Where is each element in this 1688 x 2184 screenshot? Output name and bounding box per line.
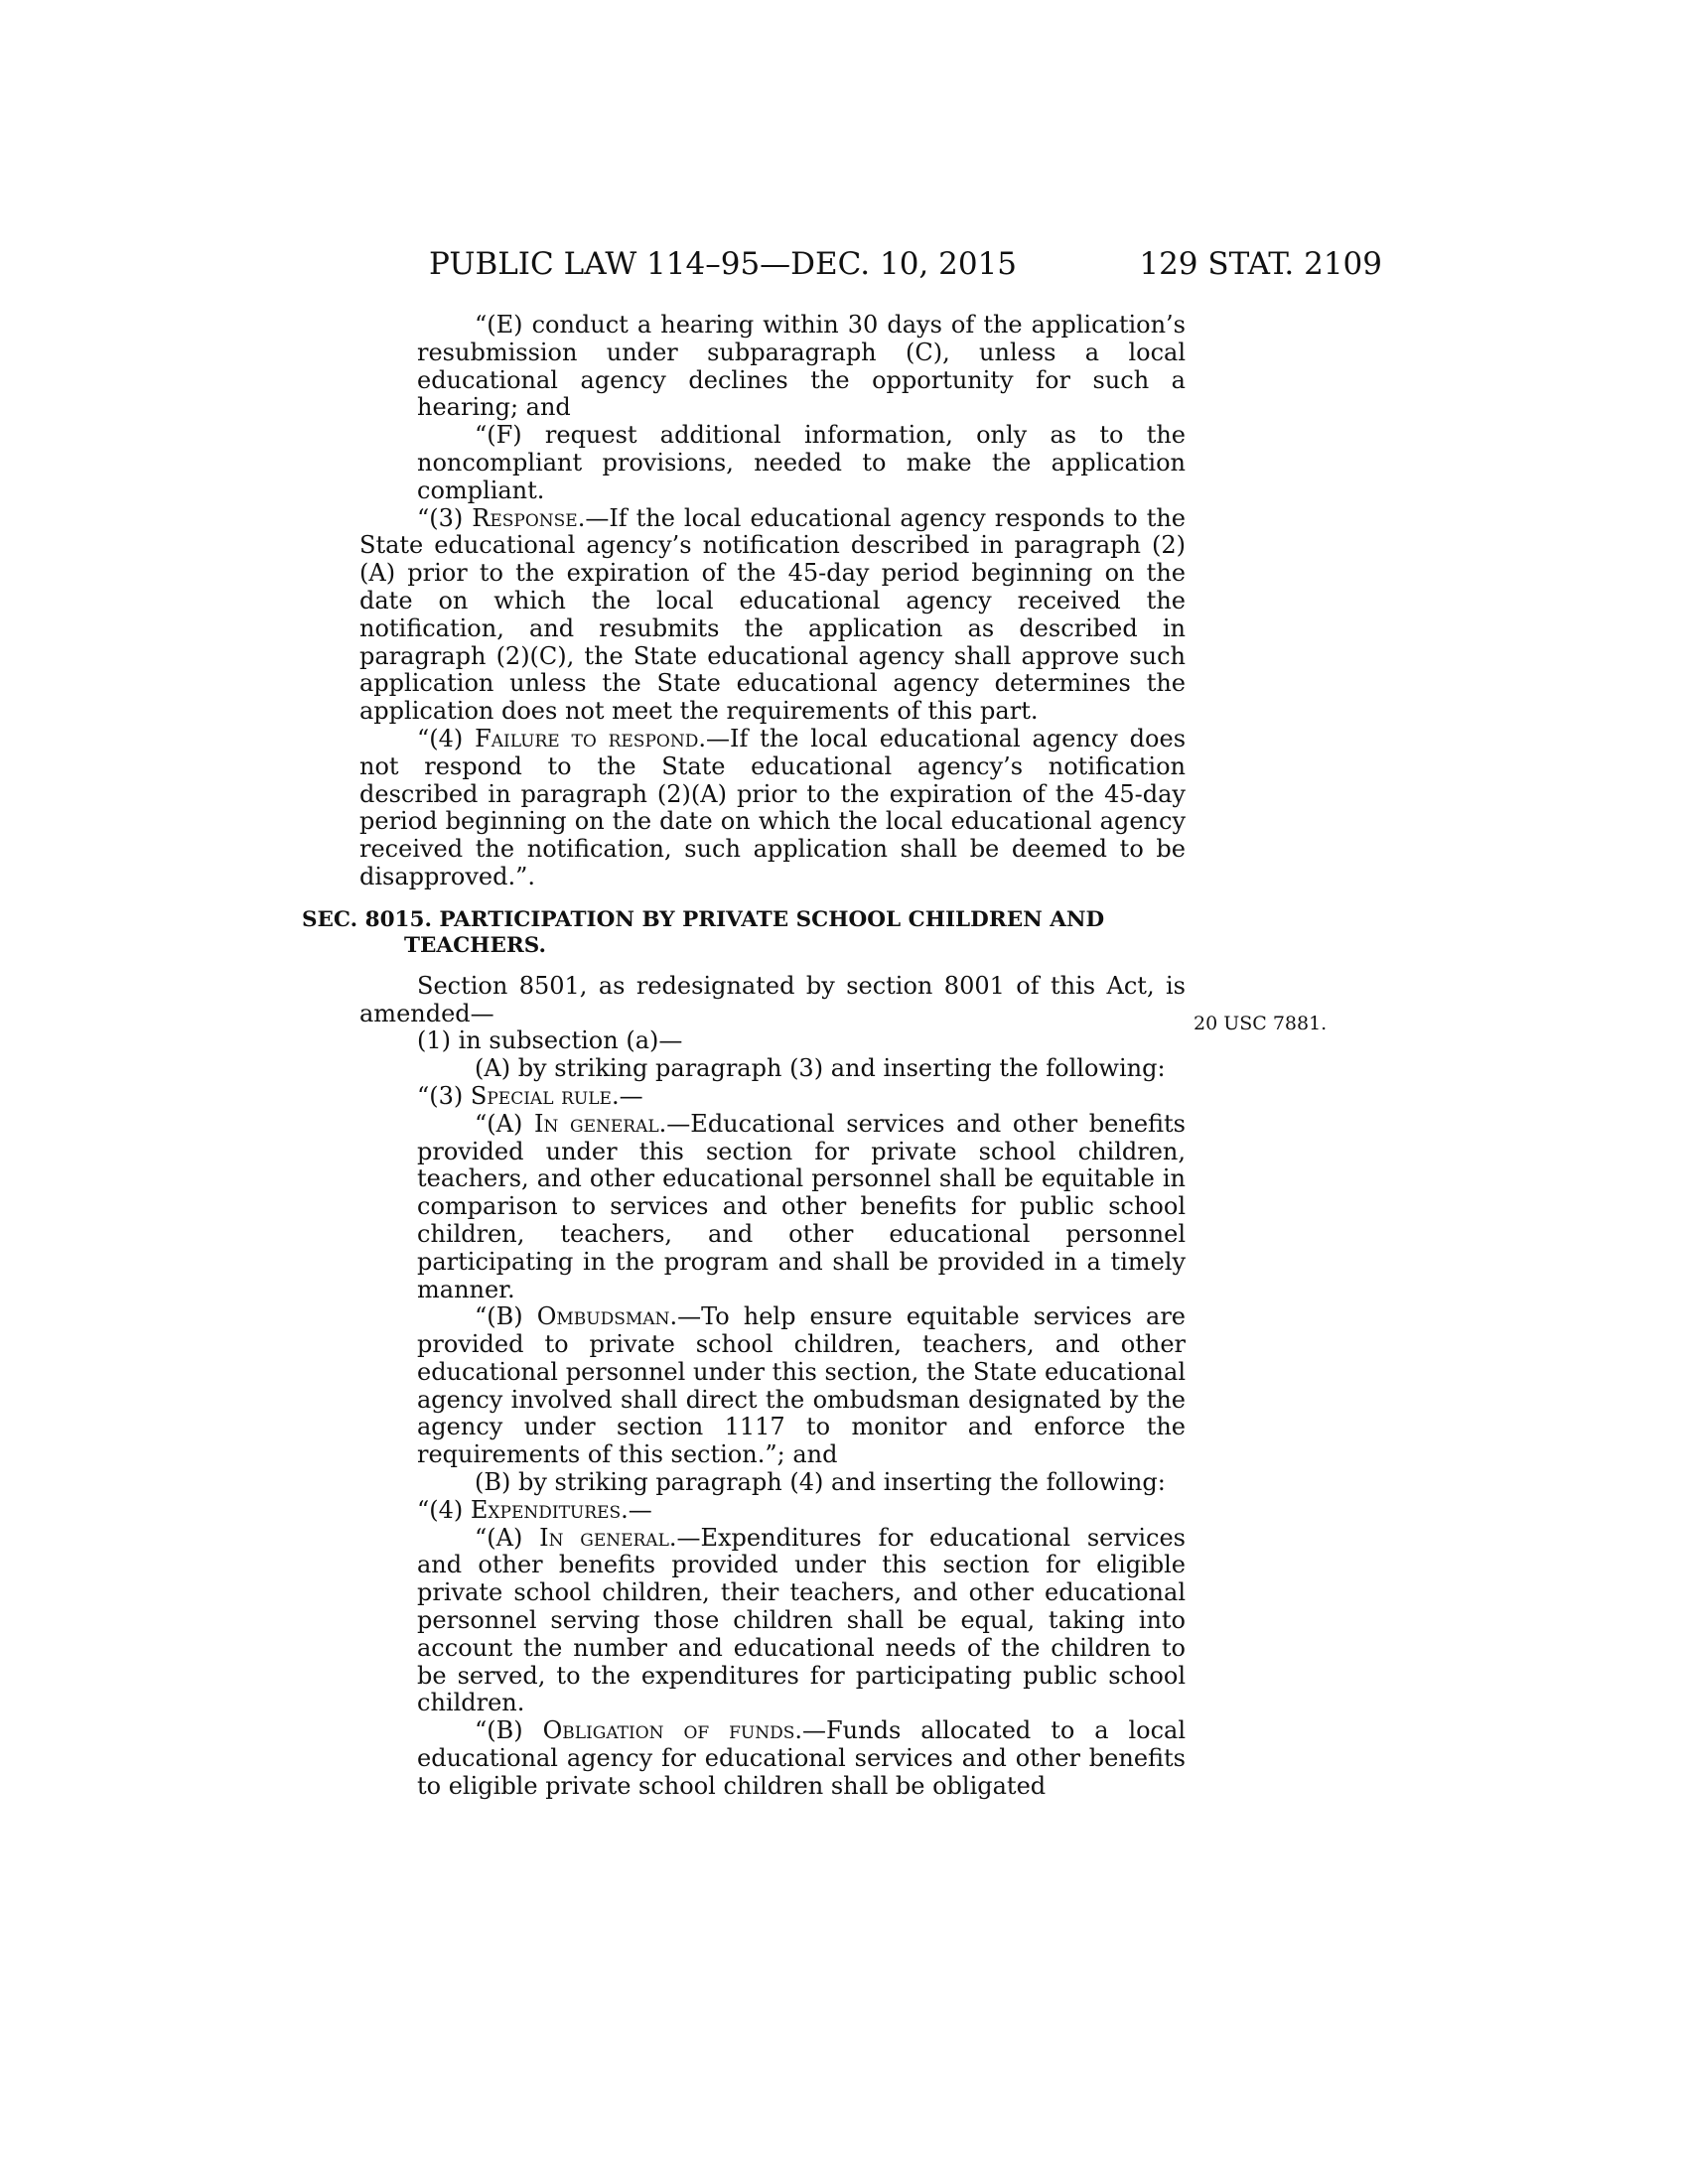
paragraph-e: “(E) conduct a hearing within 30 days of the application’s resubmission under subparagraph (C), unless a local educational agency declines the opportunity for such a hearing; and [417,311,1186,422]
usc-margin-note: 20 USC 7881. [1194,1013,1328,1034]
paragraph-heading: Obligation of funds [542,1716,795,1745]
paragraph-heading: Ombudsman [536,1302,670,1331]
section-heading-line2: TEACHERS. [404,932,546,958]
subparagraph-B: (B) by striking paragraph (4) and inserting the following: [475,1468,1166,1497]
public-law-title: PUBLIC LAW 114–95—DEC. 10, 2015 [429,246,1018,282]
paragraph-text: .—If the local educational agency does not respond to the State educational agency’s notification described in paragraph (2)(A) prior to the expiration of the 45-day period beginning on the date on which the local educational agency received the notification, such application shall be deemed to be disapproved.”. [359,724,1187,890]
paragraph-number: “(4) [417,724,476,752]
subsection-1: (1) in subsection (a)— [417,1026,683,1055]
section-heading [302,906,1186,959]
paragraph-text: .— [621,1495,652,1524]
paragraph-4-failure-to-respond [359,726,1186,891]
paragraph-number: “(A) [475,1523,540,1552]
paragraph-f: “(F) request additional information, only as to the noncompliant provisions, needed to make the application compliant. [417,421,1186,504]
paragraph-text: .—To help ensure equitable services are provided to private school children, teachers, and other educational personnel under this section, the State educational agency involved shall direct the ombudsman designated by the agency under section 1117 to monitor and enforce the requirements of this section.”; and [417,1302,1186,1469]
special-rule-A [359,1111,1186,1304]
paragraph-text: .—Expenditures for educational services and other benefits provided under this section for eligible private school children, their teachers, and other educational personnel serving those children shall be equal, taking into account the number and educational needs of the children to be served, to the expenditures for participating public school children. [417,1523,1186,1717]
stat-page-number: 129 STAT. 2109 [1139,246,1382,282]
paragraph-number: “(B) [475,1302,537,1331]
paragraph-text: .—Funds allocated to a local educational agency for educational services and other benefits to eligible private school children shall be obligated [417,1716,1186,1800]
subparagraph-A: (A) by striking paragraph (3) and inserting the following: [475,1054,1166,1083]
paragraph-text: .—Educational services and other benefits provided under this section for private school children, teachers, and other educational personnel shall be equitable in comparison to services and other benefits for public school children, teachers, and other educational personnel participating in the program and shall be provided in a timely manner. [417,1109,1187,1303]
section-intro: Section 8501, as redesignated by section 8001 of this Act, is amended— [359,971,1186,1027]
expenditures-heading [359,1497,1186,1525]
paragraph-heading: Failure to respond [475,724,699,752]
special-rule-heading [359,1083,1186,1111]
paragraph-number: “(3) [417,1081,471,1110]
paragraph-heading: In general [539,1523,669,1552]
paragraph-heading: Response [472,503,578,532]
page-header [429,244,1382,284]
expenditures-B [359,1717,1186,1800]
paragraph-heading: Special rule [470,1081,612,1110]
paragraph-number: “(4) [417,1495,471,1524]
paragraph-heading: Expenditures [470,1495,622,1524]
paragraph-number: “(A) [475,1109,534,1138]
paragraph-text: .— [611,1081,643,1110]
paragraph-text: .—If the local educational agency responds to the State educational agency’s notification described in paragraph (2)(A) prior to the expiration of the 45-day period beginning on the date on which the local educational agency received the notification, and resubmits the application as described in paragraph (2)(C), the State educational agency shall approve such application unless the State educational agency determines the application does not meet the requirements of this part. [359,503,1186,726]
expenditures-A [359,1525,1186,1718]
paragraph-3-response [359,505,1186,726]
paragraph-number: “(B) [475,1716,543,1745]
document-body [302,311,1187,1801]
paragraph-heading: In general [534,1109,659,1138]
special-rule-B [359,1303,1186,1469]
paragraph-number: “(3) [417,503,473,532]
section-heading-line1: SEC. 8015. PARTICIPATION BY PRIVATE SCHOOL CHILDREN AND [302,906,1105,932]
